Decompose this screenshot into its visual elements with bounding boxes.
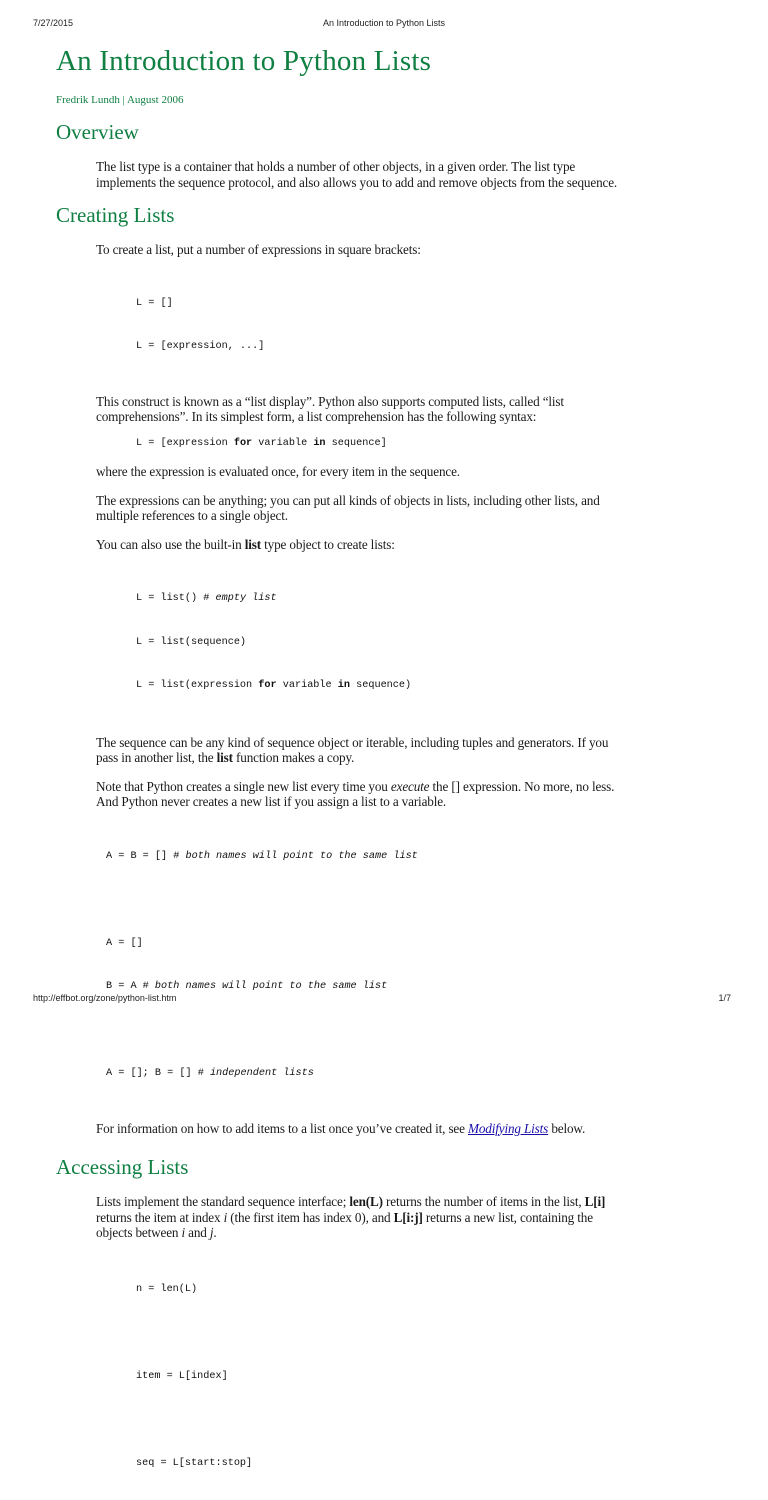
code-line: A = [] xyxy=(106,937,696,952)
code-line xyxy=(136,679,696,694)
print-page-number: 1/7 xyxy=(718,993,731,1003)
paragraph: where the expression is evaluated once, for every item in the sequence. xyxy=(96,464,631,480)
inline-code: list xyxy=(217,750,233,765)
code-keyword: for xyxy=(258,680,276,691)
code-block xyxy=(106,821,696,1111)
heading-accessing-lists: Accessing Lists xyxy=(56,1154,696,1180)
code-text: variable xyxy=(277,680,338,691)
byline: Fredrik Lundh | August 2006 xyxy=(56,93,696,107)
text: . xyxy=(213,1225,216,1240)
paragraph xyxy=(96,735,631,766)
paragraph xyxy=(96,537,631,553)
text: You can also use the built-in xyxy=(96,537,245,552)
paragraph: The expressions can be anything; you can put all kinds of objects in lists, including other lists, and multiple references to a single object. xyxy=(96,493,631,524)
code-line: n = len(L) xyxy=(136,1283,696,1298)
code-line xyxy=(106,850,696,865)
paragraph: This construct is known as a “list display”. Python also supports computed lists, called “list comprehensions”. In its simplest form, a list comprehension has the following syntax: xyxy=(96,394,631,425)
text: the [] expression. No more, no less. And Python never creates a new list if you assign a list to a variable. xyxy=(96,779,614,810)
code-comment: both names will point to the same list xyxy=(185,851,417,862)
code-comment: both names will point to the same list xyxy=(155,981,387,992)
inline-code: list xyxy=(245,537,261,552)
code-line xyxy=(106,1067,696,1082)
code-keyword: in xyxy=(338,680,350,691)
code-line xyxy=(136,592,696,607)
code-text: sequence) xyxy=(350,680,411,691)
code-text: L = list() # xyxy=(136,593,215,604)
text: Lists implement the standard sequence interface; xyxy=(96,1194,349,1209)
print-title: An Introduction to Python Lists xyxy=(0,18,768,28)
blank-line xyxy=(106,893,696,908)
text: function makes a copy. xyxy=(233,750,354,765)
article xyxy=(56,42,696,1500)
modifying-lists-link[interactable]: Modifying Lists xyxy=(468,1121,548,1136)
inline-code: L[i:j] xyxy=(394,1210,423,1225)
paragraph xyxy=(96,1121,631,1137)
code-line xyxy=(106,980,696,995)
code-keyword: for xyxy=(234,438,252,449)
code-line: L = [] xyxy=(136,297,696,312)
code-text: L = list(expression xyxy=(136,680,258,691)
blank-line xyxy=(136,1413,696,1428)
text: returns the number of items in the list, xyxy=(383,1194,585,1209)
heading-overview: Overview xyxy=(56,119,696,145)
code-block xyxy=(136,268,696,384)
code-line: L = [expression, ...] xyxy=(136,340,696,355)
text: below. xyxy=(548,1121,585,1136)
code-text: B = A # xyxy=(106,981,155,992)
inline-code: len(L) xyxy=(349,1194,383,1209)
paragraph: The list type is a container that holds a number of other objects, in a given order. The list type implements the sequence protocol, and also allows you to add and remove objects from the sequence. xyxy=(96,159,631,190)
blank-line xyxy=(106,1024,696,1039)
text: type object to create lists: xyxy=(261,537,395,552)
emphasis: execute xyxy=(391,779,429,794)
text: returns a new list, containing the objects between xyxy=(96,1210,593,1241)
section-creating-lists-end xyxy=(96,1121,696,1137)
code-line: L = list(sequence) xyxy=(136,636,696,651)
code-block xyxy=(136,437,696,452)
emphasis: j xyxy=(210,1225,214,1240)
code-line: item = L[index] xyxy=(136,1370,696,1385)
code-block xyxy=(136,563,696,723)
emphasis: i xyxy=(181,1225,185,1240)
code-text: variable xyxy=(252,438,313,449)
text: The sequence can be any kind of sequence object or iterable, including tuples and generators. If you pass in another list, the xyxy=(96,735,608,766)
code-text: A = []; B = [] # xyxy=(106,1068,210,1079)
paragraph xyxy=(96,1194,631,1241)
heading-creating-lists: Creating Lists xyxy=(56,202,696,228)
code-comment: independent lists xyxy=(210,1068,314,1079)
text: Note that Python creates a single new list every time you xyxy=(96,779,391,794)
code-text: A = B = [] # xyxy=(106,851,185,862)
emphasis: i xyxy=(224,1210,228,1225)
blank-line xyxy=(136,1326,696,1341)
text: For information on how to add items to a list once you’ve created it, see xyxy=(96,1121,468,1136)
code-block xyxy=(136,1254,696,1500)
code-line: seq = L[start:stop] xyxy=(136,1457,696,1472)
print-date: 7/27/2015 xyxy=(33,18,73,28)
text: and xyxy=(185,1225,210,1240)
text: returns the item at index xyxy=(96,1210,224,1225)
code-text: L = [expression xyxy=(136,438,234,449)
section-creating-lists xyxy=(96,242,696,810)
code-comment: empty list xyxy=(215,593,276,604)
section-accessing-lists xyxy=(96,1194,696,1500)
text: (the first item has index 0), and xyxy=(227,1210,394,1225)
page-title: An Introduction to Python Lists xyxy=(56,42,696,80)
code-text: sequence] xyxy=(326,438,387,449)
paragraph xyxy=(96,779,631,810)
print-url: http://effbot.org/zone/python-list.htm xyxy=(33,993,176,1003)
inline-code: L[i] xyxy=(585,1194,606,1209)
section-overview xyxy=(96,159,696,190)
code-keyword: in xyxy=(313,438,325,449)
paragraph: To create a list, put a number of expressions in square brackets: xyxy=(96,242,631,258)
